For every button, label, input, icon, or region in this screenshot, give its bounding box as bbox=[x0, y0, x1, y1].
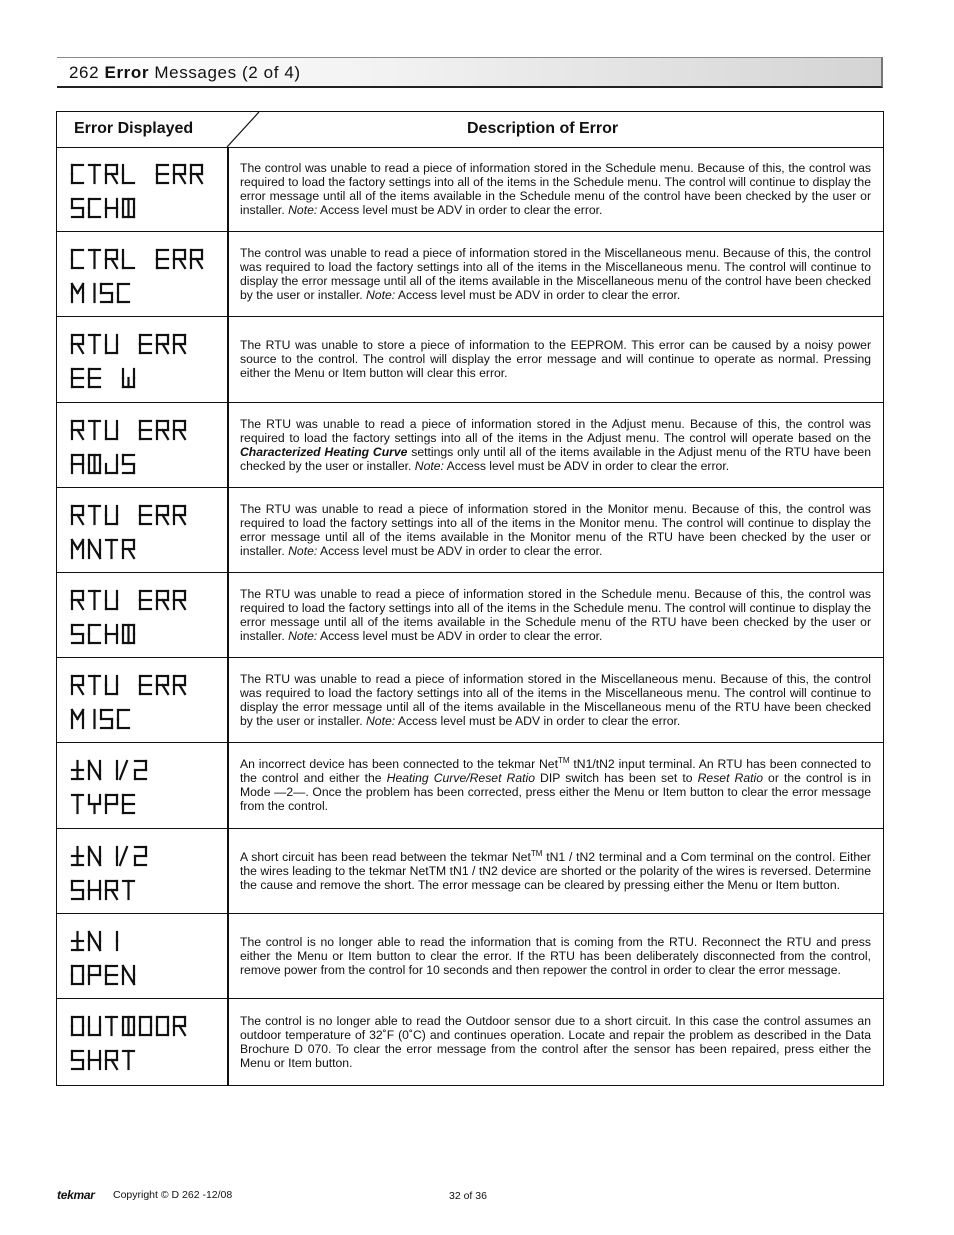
description-text: The control was unable to read a piece of information stored in the Miscellaneous menu. Because of this, the control was required to load the factory settings into all of the items in the Miscellaneous menu. The control will continue to display the error message until all of the items available in the Miscellaneous menu of the control have been checked by the user or installer. bbox=[240, 246, 871, 303]
description-text: Characterized Heating Curve bbox=[240, 444, 408, 459]
error-code-line2 bbox=[72, 284, 129, 302]
error-code-display bbox=[69, 837, 219, 907]
col-description: Description of Error bbox=[467, 120, 619, 137]
header-divider bbox=[222, 112, 262, 147]
error-code-display bbox=[69, 1007, 219, 1077]
error-description bbox=[240, 672, 871, 728]
error-code-display bbox=[69, 751, 219, 821]
description-text: The RTU was unable to read a piece of information stored in the Adjust menu. Because of this, the control was required to load the factory settings into all of the items in the Adjust menu. The control will operate based on the bbox=[240, 416, 871, 445]
description-text: settings only until all of the items available in the Adjust menu of the RTU have been checked by the user or installer. bbox=[240, 444, 871, 473]
error-code-display bbox=[69, 496, 219, 566]
error-code-display bbox=[69, 666, 219, 736]
table-row bbox=[57, 914, 883, 999]
section-title: 262 Error Messages (2 of 4) bbox=[69, 63, 301, 82]
description-text: DIP switch has been set to bbox=[534, 771, 698, 786]
error-code-line1 bbox=[72, 165, 202, 183]
description-text: Note: bbox=[288, 543, 318, 558]
table-row bbox=[57, 999, 883, 1084]
error-code-line2 bbox=[72, 199, 134, 217]
error-description bbox=[240, 502, 871, 558]
error-code-line2 bbox=[72, 540, 134, 558]
error-description bbox=[240, 757, 871, 813]
table-row bbox=[57, 317, 883, 402]
description-text: or the control is in Mode —2—. Once the problem has been corrected, press either the Menu or Item button to clear the error message from the control. bbox=[240, 771, 871, 814]
description-text: The RTU was unable to read a piece of information stored in the Miscellaneous menu. Because of this, the control was required to load the factory settings into all of the items in the Miscellaneous menu. The control will continue to display the error message until all of the items available in the Miscellaneous menu of the RTU have been checked by the user or installer. bbox=[240, 672, 871, 729]
table-row bbox=[57, 147, 883, 232]
table-row bbox=[57, 829, 883, 914]
error-code-line1 bbox=[72, 847, 146, 865]
table-row bbox=[57, 573, 883, 658]
error-code-line1 bbox=[72, 1017, 185, 1035]
description-text: Note: bbox=[288, 203, 318, 218]
description-text: The control was unable to read a piece of information stored in the Schedule menu. Because of this, the control was required to load the factory settings into all of the items in the Schedule menu. The control will continue to display the error message until all of the items available in the Schedule menu of the control have been checked by the user or installer. bbox=[240, 161, 871, 218]
error-code-line2 bbox=[72, 710, 129, 728]
description-text: Heating Curve/Reset Ratio bbox=[386, 771, 535, 786]
table-row bbox=[57, 232, 883, 317]
description-text: Access level must be ADV in order to clear the error. bbox=[317, 629, 603, 644]
description-text: tN1 / tN2 terminal and a Com terminal on the control. Either the wires leading to the tekmar NetTM tN1 / tN2 device are shorted or the polarity of the wires is reversed. Determine the cause and remove the short. The error message can be cleared by pressing either the Menu or Item button. bbox=[240, 849, 871, 892]
error-code-line1 bbox=[72, 421, 185, 439]
table-row bbox=[57, 488, 883, 573]
error-description bbox=[240, 417, 871, 473]
error-description bbox=[240, 1014, 871, 1070]
error-code-line1 bbox=[72, 932, 117, 950]
error-description bbox=[240, 338, 871, 380]
table-header bbox=[57, 112, 883, 148]
error-code-line1 bbox=[72, 506, 185, 524]
description-text: The control is no longer able to read the Outdoor sensor due to a short circuit. In this case the control assumes an outdoor temperature of 32˚F (0˚C) and continues operation. Locate and repair the problem as described in the Data Brochure D 070. To clear the error message from the control after the sensor has been repaired, press either the Menu or Item button. bbox=[240, 1013, 871, 1070]
description-text: TM bbox=[530, 848, 543, 858]
table-row bbox=[57, 403, 883, 488]
description-text: The RTU was unable to read a piece of information stored in the Schedule menu. Because of this, the control was required to load the factory settings into all of the items in the Schedule menu. The control will continue to display the error message until all of the items available in the Schedule menu of the RTU have been checked by the user or installer. bbox=[240, 587, 871, 644]
description-text: The RTU was unable to read a piece of information stored in the Monitor menu. Because of this, the control was required to load the factory settings into all of the items in the Monitor menu. The control will continue to display the error message until all of the items available in the Monitor menu of the RTU have been checked by the user or installer. bbox=[240, 501, 871, 558]
description-text: tN1/tN2 input terminal. An RTU has been connected to the control and either the bbox=[240, 757, 872, 786]
error-code-display bbox=[69, 411, 219, 481]
description-text: Access level must be ADV in order to clear the error. bbox=[395, 714, 681, 729]
table-row bbox=[57, 658, 883, 743]
table-row bbox=[57, 743, 883, 828]
page-number: 32 of 36 bbox=[449, 1190, 487, 1202]
error-code-line2 bbox=[72, 369, 134, 387]
error-table bbox=[56, 111, 884, 1086]
description-text: Note: bbox=[366, 288, 396, 303]
description-text: Reset Ratio bbox=[697, 771, 763, 786]
error-code-display bbox=[69, 922, 219, 992]
error-code-line2 bbox=[72, 966, 134, 984]
copyright-text: Copyright © D 262 -12/08 bbox=[113, 1189, 233, 1201]
section-header bbox=[57, 57, 883, 88]
error-code-display bbox=[69, 581, 219, 651]
description-text: The control is no longer able to read the information that is coming from the RTU. Reconnect the RTU and press either the Menu or Item button to clear the error. If the RTU has been deliberately disconnected from the control, remove power from the control for 10 seconds and then repower the control in order to clear the error message. bbox=[240, 934, 871, 977]
error-code-line2 bbox=[72, 625, 134, 643]
description-text: Access level must be ADV in order to clear the error. bbox=[317, 203, 603, 218]
description-text: Note: bbox=[288, 629, 318, 644]
error-code-line1 bbox=[72, 250, 202, 268]
error-code-display bbox=[69, 240, 219, 310]
description-text: A short circuit has been read between the tekmar Net bbox=[240, 849, 531, 864]
error-code-display bbox=[69, 155, 219, 225]
error-description bbox=[240, 587, 871, 643]
description-text: Note: bbox=[414, 458, 444, 473]
error-code-line1 bbox=[72, 335, 185, 353]
description-text: Access level must be ADV in order to clear the error. bbox=[317, 543, 603, 558]
error-code-display bbox=[69, 325, 219, 395]
description-text: Note: bbox=[366, 714, 396, 729]
error-code-line2 bbox=[72, 455, 134, 473]
error-code-line2 bbox=[72, 795, 134, 813]
error-description bbox=[240, 161, 871, 217]
error-description bbox=[240, 935, 871, 977]
tekmar-logo: tekmar bbox=[57, 1188, 95, 1202]
description-text: Access level must be ADV in order to clear the error. bbox=[395, 288, 681, 303]
error-code-line2 bbox=[72, 1051, 134, 1069]
description-text: Access level must be ADV in order to clear the error. bbox=[443, 458, 730, 473]
description-text: An incorrect device has been connected to the tekmar Net bbox=[240, 757, 558, 772]
error-description bbox=[240, 850, 871, 892]
error-code-line1 bbox=[72, 761, 146, 779]
description-text: TM bbox=[557, 756, 570, 766]
description-text: The RTU was unable to store a piece of information to the EEPROM. This error can be caused by a noisy power source to the control. The control will display the error message and will continue to operate as normal. Pressing either the Menu or Item button will clear this error. bbox=[240, 338, 871, 381]
error-code-line1 bbox=[72, 591, 185, 609]
error-code-line1 bbox=[72, 676, 185, 694]
error-code-line2 bbox=[72, 881, 134, 899]
col-error-displayed: Error Displayed bbox=[74, 120, 194, 137]
error-description bbox=[240, 246, 871, 302]
